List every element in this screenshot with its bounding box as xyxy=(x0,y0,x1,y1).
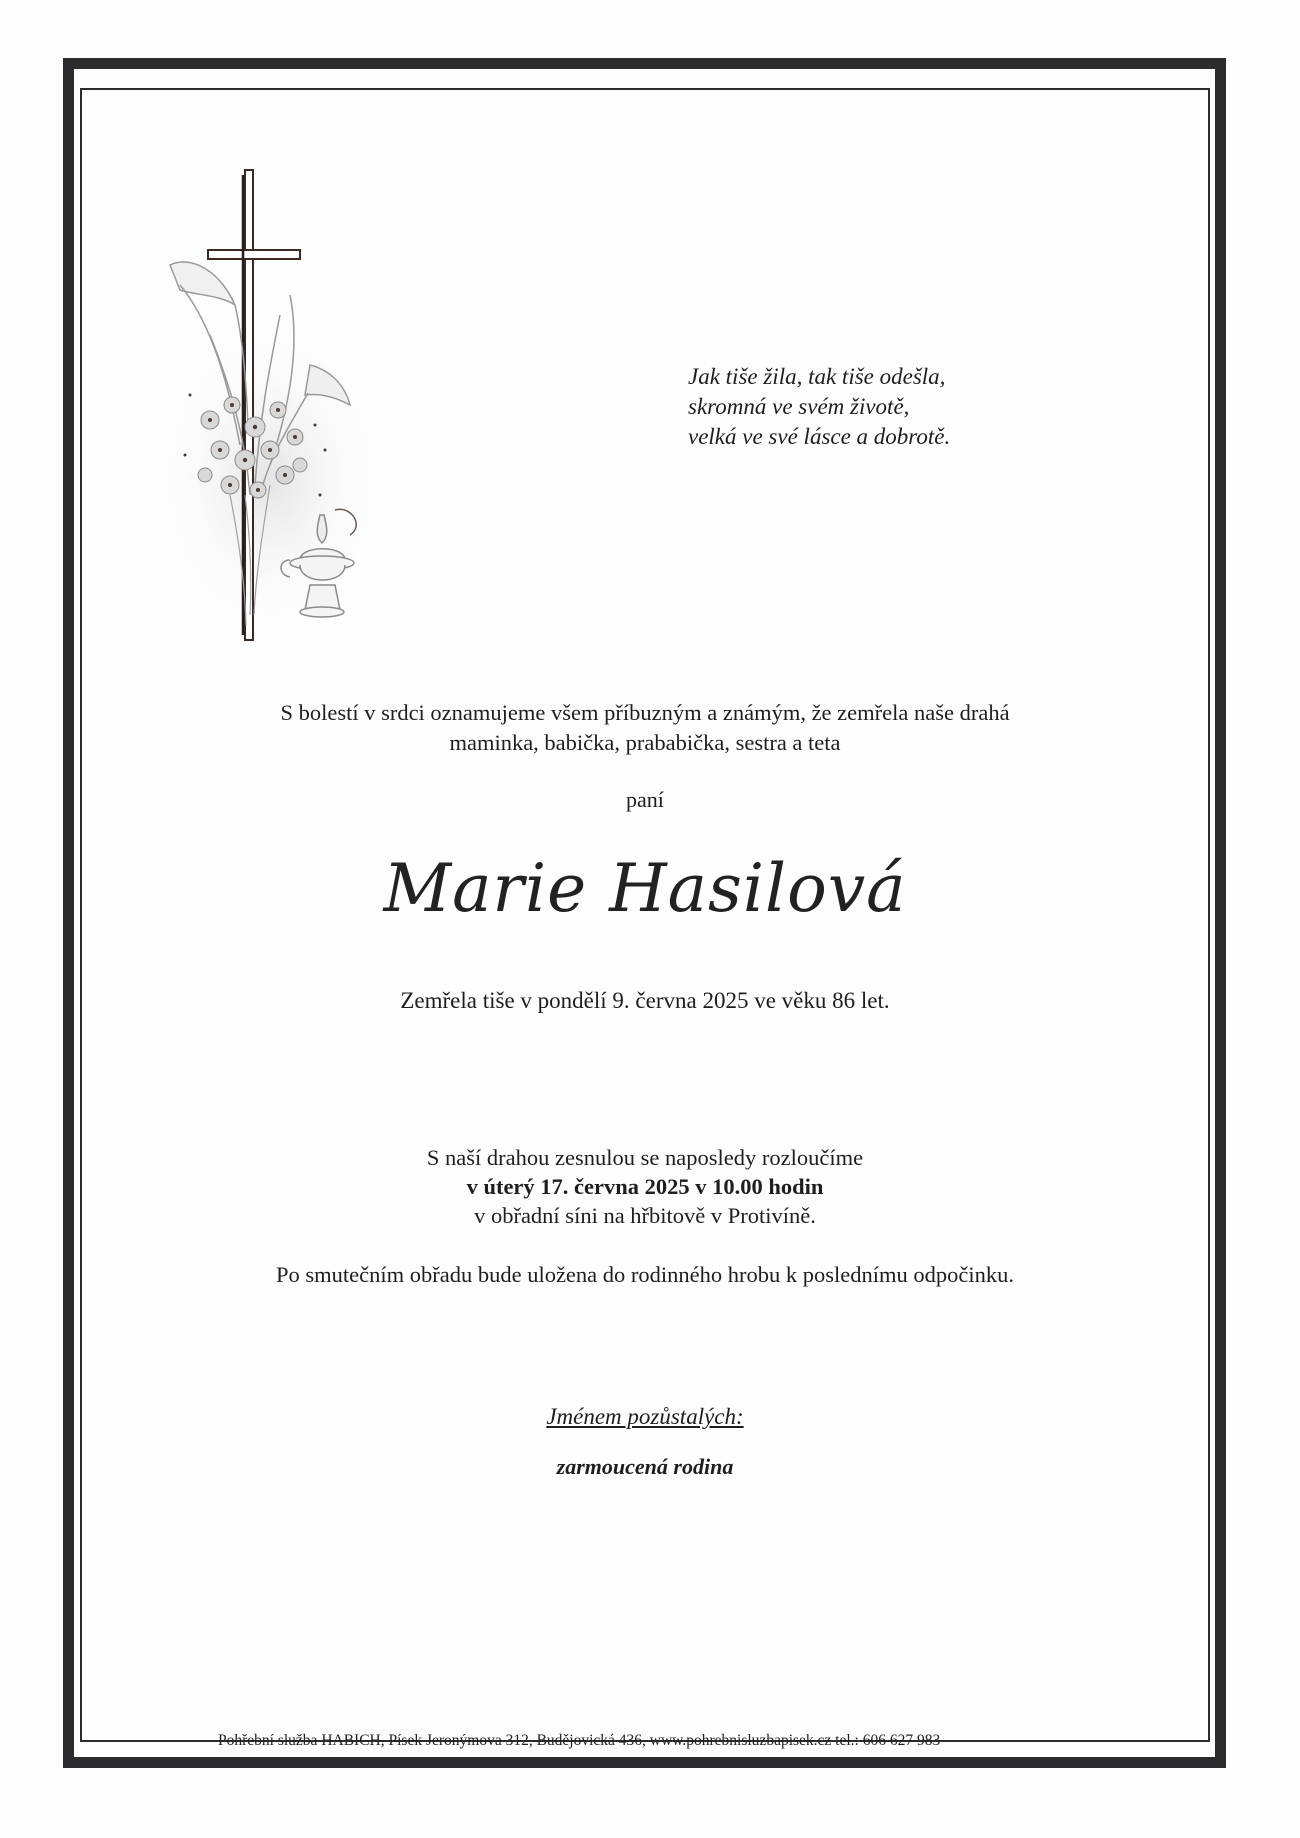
decorative-illustration xyxy=(150,165,400,655)
deceased-name: Marie Hasilová xyxy=(383,850,907,927)
family-signature: zarmoucená rodina xyxy=(556,1454,734,1479)
farewell-line: S naší drahou zesnulou se naposledy rozloučíme xyxy=(426,1145,864,1170)
poem-line: skromná ve svém životě, xyxy=(688,394,910,419)
announcement-line: maminka, babička, prababička, sestra a teta xyxy=(449,730,841,755)
farewell-place: v obřadní síni na hřbitově v Protivíně. xyxy=(474,1203,816,1228)
poem-line: velká ve své lásce a dobrotě. xyxy=(688,424,951,449)
burial-notice: Po smutečním obřadu bude uložena do rodinného hrobu k poslednímu odpočinku. xyxy=(275,1262,1014,1287)
poem-line: Jak tiše žila, tak tiše odešla, xyxy=(688,364,946,389)
honorific-title: paní xyxy=(626,787,664,812)
funeral-service-footer: Pohřební služba HABICH, Písek Jeronýmova 312, Budějovická 436, www.pohrebnisluzbapisek.cz tel.: 606 627 983 xyxy=(218,1732,941,1749)
announcement xyxy=(80,698,1210,758)
announcement-line: S bolestí v srdci oznamujeme všem příbuzným a známým, že zemřela naše drahá xyxy=(280,700,1010,725)
signer-heading: Jménem pozůstalých: xyxy=(546,1404,744,1429)
poem-verse xyxy=(688,362,950,452)
farewell-date-time: v úterý 17. června 2025 v 10.00 hodin xyxy=(466,1174,824,1199)
farewell-details xyxy=(80,1143,1210,1230)
death-notice: Zemřela tiše v pondělí 9. června 2025 ve věku 86 let. xyxy=(400,988,890,1013)
